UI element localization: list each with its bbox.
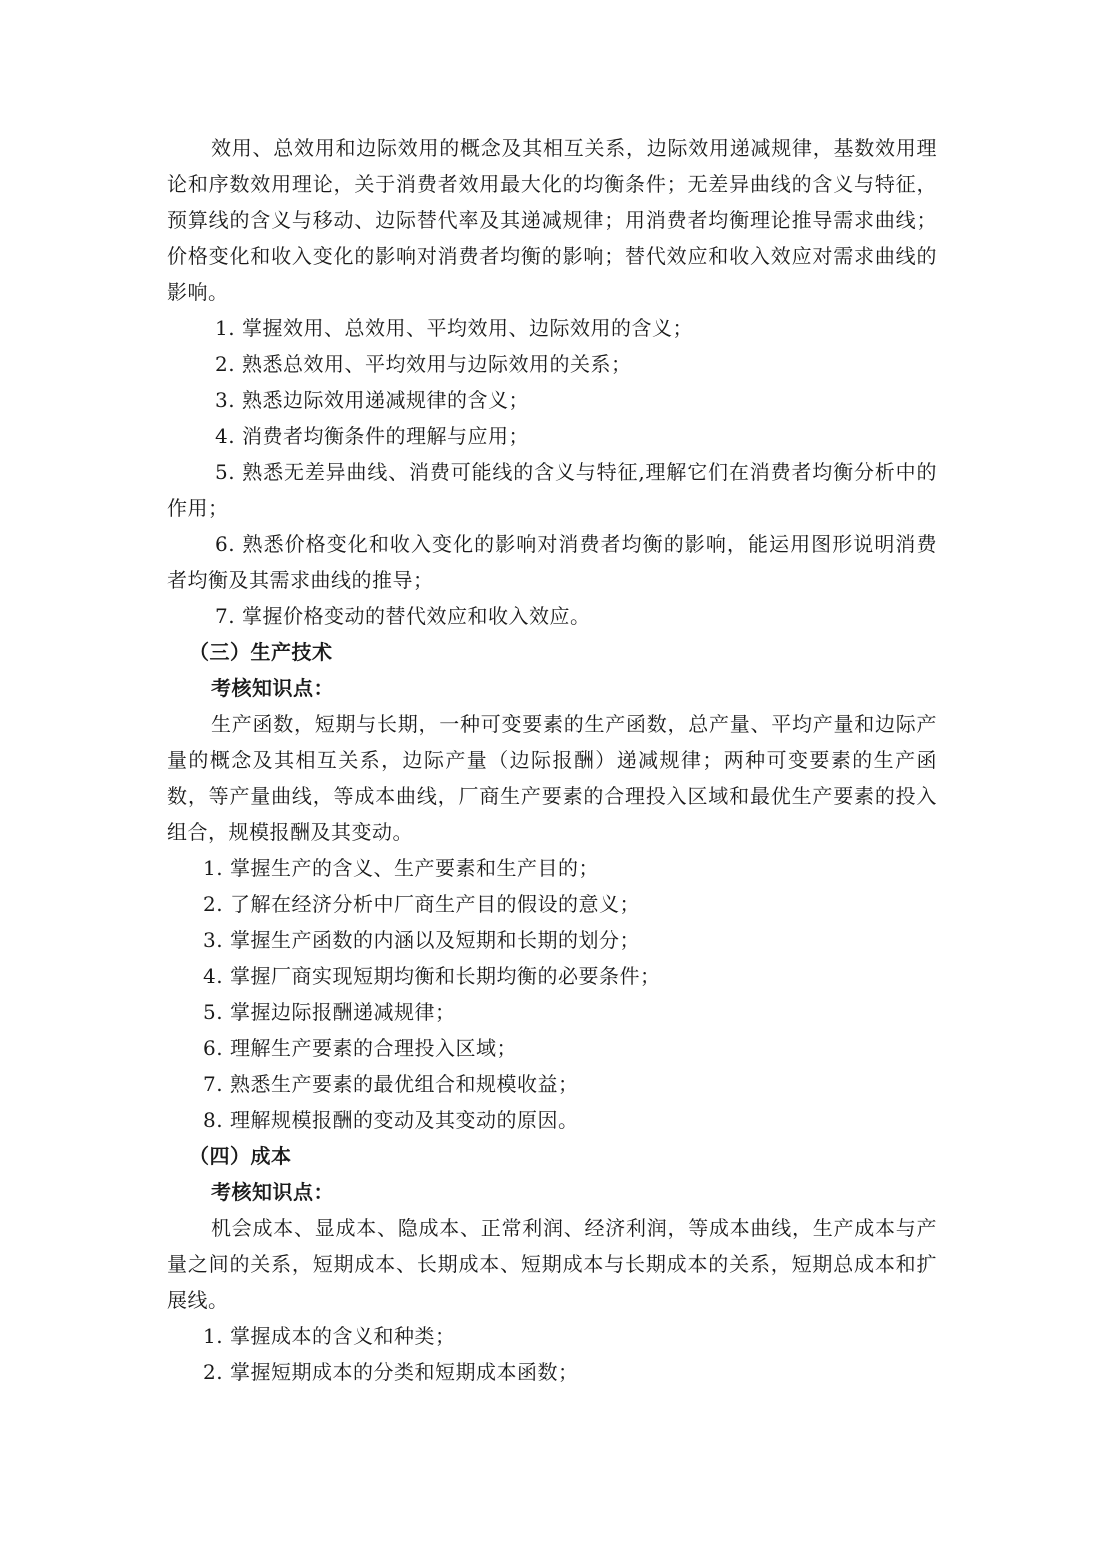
list-item: 4. 掌握厂商实现短期均衡和长期均衡的必要条件；	[203, 964, 661, 988]
section3-intro-paragraph: 生产函数，短期与长期，一种可变要素的生产函数，总产量、平均产量和边际产量的概念及其相互关系，边际产量（边际报酬）递减规律；两种可变要素的生产函数，等产量曲线，等成本曲线，厂商生产要素的合理投入区域和最优生产要素的投入组合，规模报酬及其变动。	[167, 712, 937, 844]
list-item: 6. 理解生产要素的合理投入区域；	[203, 1036, 517, 1060]
list-item: 3. 熟悉边际效用递减规律的含义；	[215, 388, 529, 412]
section4-intro-paragraph: 机会成本、显成本、隐成本、正常利润、经济利润，等成本曲线，生产成本与产量之间的关系，短期成本、长期成本、短期成本与长期成本的关系，短期总成本和扩展线。	[167, 1216, 937, 1312]
list-item: 5. 熟悉无差异曲线、消费可能线的含义与特征,理解它们在消费者均衡分析中的作用；	[167, 460, 937, 520]
list-item: 1. 掌握生产的含义、生产要素和生产目的；	[203, 856, 599, 880]
list-item: 3. 掌握生产函数的内涵以及短期和长期的划分；	[203, 928, 640, 952]
list-item: 6. 熟悉价格变化和收入变化的影响对消费者均衡的影响，能运用图形说明消费者均衡及其需求曲线的推导；	[167, 532, 937, 592]
list-item: 2. 了解在经济分析中厂商生产目的假设的意义；	[203, 892, 640, 916]
list-item: 5. 掌握边际报酬递减规律；	[203, 1000, 456, 1024]
section4-heading: （四）成本	[189, 1144, 292, 1168]
list-item: 1. 掌握成本的含义和种类；	[203, 1324, 456, 1348]
list-item: 7. 熟悉生产要素的最优组合和规模收益；	[203, 1072, 579, 1096]
list-item: 1. 掌握效用、总效用、平均效用、边际效用的含义；	[215, 316, 693, 340]
section3-subheading: 考核知识点：	[211, 676, 334, 700]
section2-intro-paragraph: 效用、总效用和边际效用的概念及其相互关系，边际效用递减规律，基数效用理论和序数效用理论，关于消费者效用最大化的均衡条件；无差异曲线的含义与特征，预算线的含义与移动、边际替代率及其递减规律；用消费者均衡理论推导需求曲线；价格变化和收入变化的影响对消费者均衡的影响；替代效应和收入效应对需求曲线的影响。	[167, 136, 937, 304]
list-item: 7. 掌握价格变动的替代效应和收入效应。	[215, 604, 591, 628]
list-item: 2. 掌握短期成本的分类和短期成本函数；	[203, 1360, 579, 1384]
document-page	[167, 130, 937, 1390]
list-item: 8. 理解规模报酬的变动及其变动的原因。	[203, 1108, 579, 1132]
section4-subheading: 考核知识点：	[211, 1180, 334, 1204]
list-item: 4. 消费者均衡条件的理解与应用；	[215, 424, 529, 448]
section3-heading: （三）生产技术	[189, 640, 333, 664]
list-item: 2. 熟悉总效用、平均效用与边际效用的关系；	[215, 352, 632, 376]
